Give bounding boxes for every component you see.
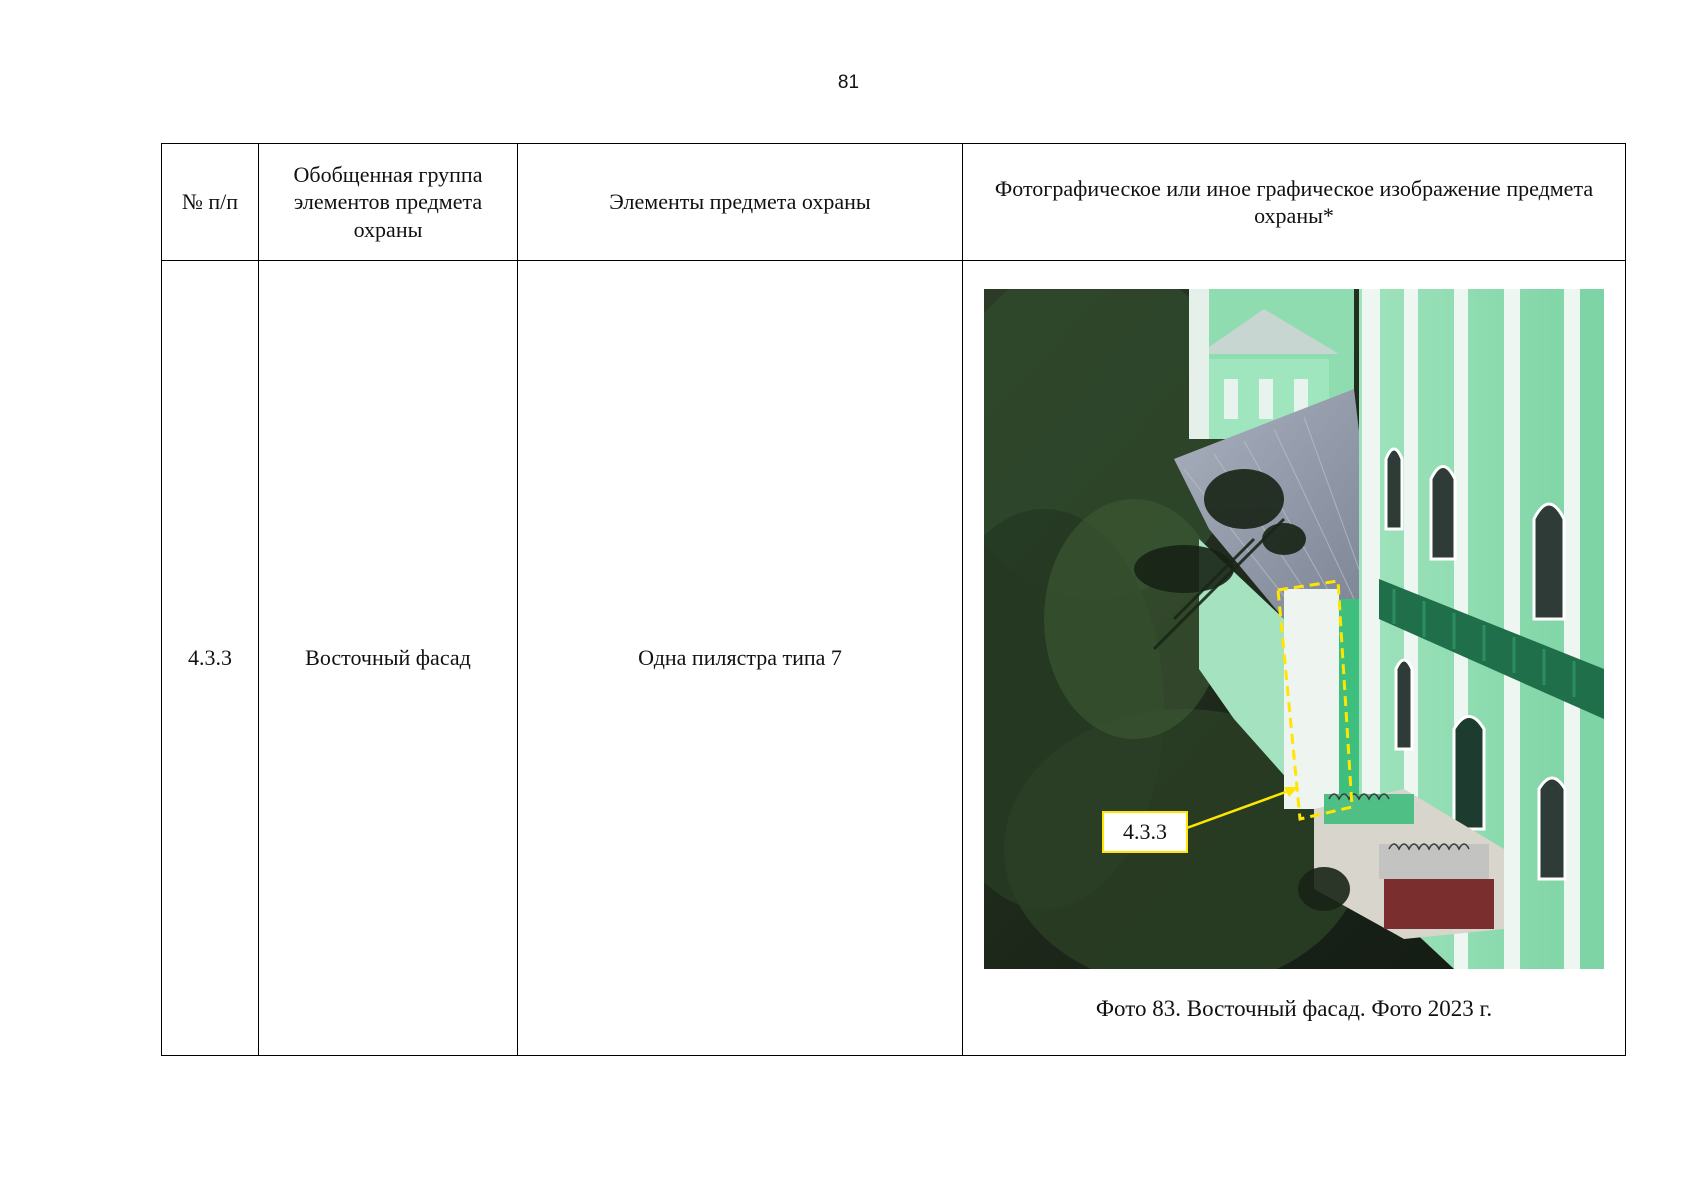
cell-elements: Одна пилястра типа 7 (518, 261, 963, 1056)
header-elements: Элементы предмета охраны (518, 144, 963, 261)
facade-photo (984, 289, 1604, 969)
header-group: Обобщенная группа элементов предмета охраны (259, 144, 518, 261)
facade-photo-illustration (984, 289, 1604, 969)
table-header-row (162, 144, 1626, 261)
photo-caption: Фото 83. Восточный фасад. Фото 2023 г. (1095, 996, 1493, 1021)
cell-number: 4.3.3 (162, 261, 259, 1056)
cell-image (963, 261, 1626, 1056)
photo-label-box (1102, 811, 1188, 853)
header-number: № п/п (162, 144, 259, 261)
page-number: 81 (837, 72, 860, 93)
photo-label-text: 4.3.3 (1123, 819, 1167, 845)
table-row (162, 261, 1626, 1056)
cell-group: Восточный фасад (259, 261, 518, 1056)
protection-table (161, 143, 1626, 1056)
header-image: Фотографическое или иное графическое изображение предмета охраны* (963, 144, 1626, 261)
